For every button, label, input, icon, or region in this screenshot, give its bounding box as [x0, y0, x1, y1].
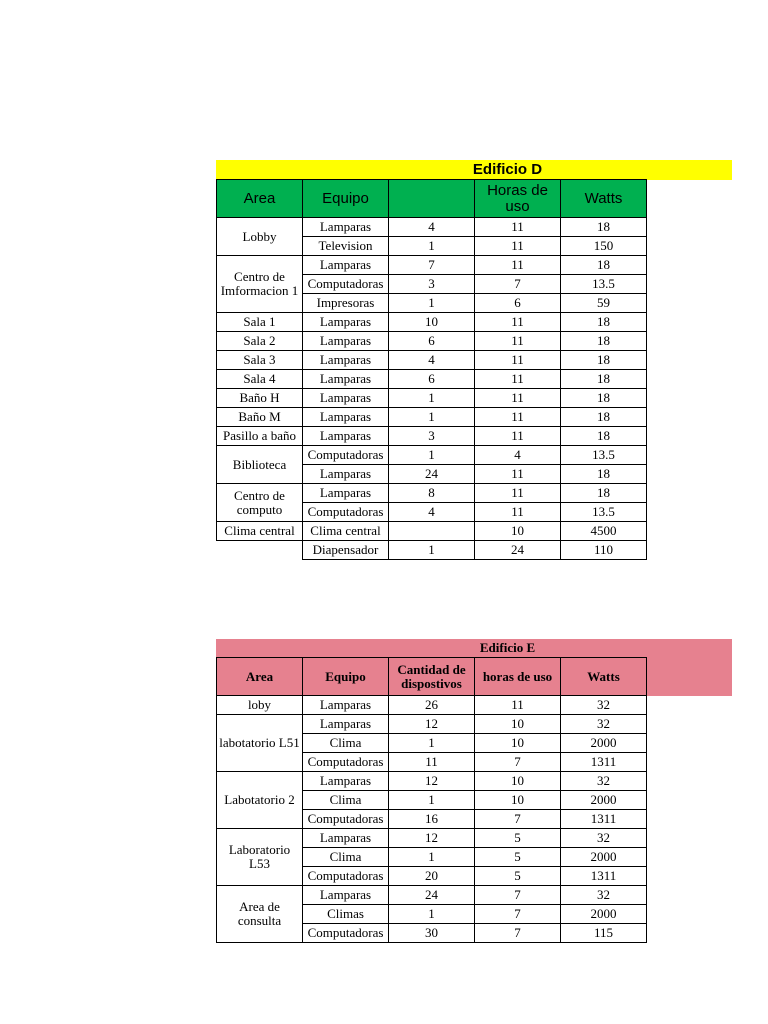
horas-cell: 10: [475, 522, 561, 541]
cantidad-cell: 4: [389, 218, 475, 237]
col-header-equipo: Equipo: [303, 180, 389, 218]
cantidad-cell: 1: [389, 294, 475, 313]
watts-cell: 18: [561, 256, 647, 275]
cantidad-cell: 16: [389, 810, 475, 829]
col-header-watts: Watts: [561, 180, 647, 218]
cantidad-cell: 8: [389, 484, 475, 503]
watts-cell: 2000: [561, 848, 647, 867]
cantidad-cell: 1: [389, 237, 475, 256]
cantidad-cell: 12: [389, 715, 475, 734]
horas-cell: 11: [475, 370, 561, 389]
cantidad-cell: 1: [389, 791, 475, 810]
equipo-cell: Computadoras: [303, 753, 389, 772]
watts-cell: 4500: [561, 522, 647, 541]
cantidad-cell: 11: [389, 753, 475, 772]
watts-cell: 32: [561, 829, 647, 848]
equipo-cell: Impresoras: [303, 294, 389, 313]
col-header-watts: Watts: [561, 658, 647, 696]
equipo-cell: Clima: [303, 734, 389, 753]
watts-cell: 18: [561, 389, 647, 408]
watts-cell: 13.5: [561, 446, 647, 465]
horas-cell: 7: [475, 886, 561, 905]
table-row: [217, 829, 647, 848]
cantidad-cell: 26: [389, 696, 475, 715]
table-row: [217, 886, 647, 905]
table-row: [217, 332, 647, 351]
watts-cell: 32: [561, 696, 647, 715]
watts-cell: 18: [561, 370, 647, 389]
watts-cell: 18: [561, 465, 647, 484]
area-cell: Centro de Imformacion 1: [217, 256, 303, 313]
area-cell: Centro de computo: [217, 484, 303, 522]
cantidad-cell: 6: [389, 332, 475, 351]
area-cell: Baño H: [217, 389, 303, 408]
horas-cell: 11: [475, 389, 561, 408]
area-cell: loby: [217, 696, 303, 715]
watts-cell: 115: [561, 924, 647, 943]
cantidad-cell: 6: [389, 370, 475, 389]
table-row: [217, 313, 647, 332]
horas-cell: 11: [475, 503, 561, 522]
cantidad-cell: 1: [389, 734, 475, 753]
watts-cell: 32: [561, 772, 647, 791]
cantidad-cell: 30: [389, 924, 475, 943]
equipo-cell: Lamparas: [303, 484, 389, 503]
equipo-cell: Lamparas: [303, 886, 389, 905]
watts-cell: 2000: [561, 734, 647, 753]
cantidad-cell: 3: [389, 275, 475, 294]
horas-cell: 6: [475, 294, 561, 313]
cantidad-cell: 4: [389, 351, 475, 370]
horas-cell: 11: [475, 313, 561, 332]
cantidad-cell: [389, 522, 475, 541]
cantidad-cell: 12: [389, 829, 475, 848]
equipo-cell: Lamparas: [303, 313, 389, 332]
area-cell: Sala 2: [217, 332, 303, 351]
col-header-horas: Horas de uso: [475, 180, 561, 218]
horas-cell: 5: [475, 848, 561, 867]
horas-cell: 11: [475, 408, 561, 427]
watts-cell: 18: [561, 427, 647, 446]
horas-cell: 4: [475, 446, 561, 465]
equipo-cell: Television: [303, 237, 389, 256]
area-cell: Area de consulta: [217, 886, 303, 943]
cantidad-cell: 1: [389, 541, 475, 560]
table-row: [217, 541, 647, 560]
watts-cell: 18: [561, 332, 647, 351]
table-row: [217, 370, 647, 389]
watts-cell: 1311: [561, 810, 647, 829]
equipo-cell: Computadoras: [303, 446, 389, 465]
area-cell: Labotatorio 2: [217, 772, 303, 829]
horas-cell: 11: [475, 465, 561, 484]
area-cell: Pasillo a baño: [217, 427, 303, 446]
col-header-area: Area: [217, 180, 303, 218]
watts-cell: 2000: [561, 791, 647, 810]
equipo-cell: Diapensador: [303, 541, 389, 560]
equipo-cell: Lamparas: [303, 829, 389, 848]
watts-cell: 13.5: [561, 503, 647, 522]
equipo-cell: Computadoras: [303, 924, 389, 943]
equipo-cell: Lamparas: [303, 465, 389, 484]
area-cell: Lobby: [217, 218, 303, 256]
edificio-d-table: [216, 160, 647, 560]
horas-cell: 10: [475, 791, 561, 810]
cantidad-cell: 24: [389, 465, 475, 484]
table-row: [217, 218, 647, 237]
cantidad-cell: 4: [389, 503, 475, 522]
horas-cell: 10: [475, 715, 561, 734]
horas-cell: 7: [475, 924, 561, 943]
equipo-cell: Computadoras: [303, 810, 389, 829]
horas-cell: 11: [475, 237, 561, 256]
area-cell: Sala 3: [217, 351, 303, 370]
watts-cell: 18: [561, 351, 647, 370]
area-cell: labotatorio L51: [217, 715, 303, 772]
cantidad-cell: 20: [389, 867, 475, 886]
area-cell: [217, 541, 303, 560]
horas-cell: 10: [475, 734, 561, 753]
equipo-cell: Clima: [303, 848, 389, 867]
equipo-cell: Computadoras: [303, 503, 389, 522]
watts-cell: 32: [561, 715, 647, 734]
horas-cell: 7: [475, 810, 561, 829]
watts-cell: 110: [561, 541, 647, 560]
watts-cell: 18: [561, 484, 647, 503]
table-row: [217, 772, 647, 791]
area-cell: Sala 1: [217, 313, 303, 332]
watts-cell: 32: [561, 886, 647, 905]
cantidad-cell: 24: [389, 886, 475, 905]
table-row: [217, 408, 647, 427]
horas-cell: 7: [475, 753, 561, 772]
cantidad-cell: 1: [389, 848, 475, 867]
equipo-cell: Lamparas: [303, 696, 389, 715]
horas-cell: 11: [475, 427, 561, 446]
horas-cell: 11: [475, 696, 561, 715]
cantidad-cell: 1: [389, 389, 475, 408]
equipo-cell: Lamparas: [303, 218, 389, 237]
equipo-cell: Lamparas: [303, 408, 389, 427]
col-header-cantidad: Cantidad de dispostivos: [389, 658, 475, 696]
cantidad-cell: 1: [389, 446, 475, 465]
watts-cell: 1311: [561, 753, 647, 772]
edificio-d-title: Edificio D: [217, 160, 647, 180]
equipo-cell: Lamparas: [303, 370, 389, 389]
horas-cell: 10: [475, 772, 561, 791]
cantidad-cell: 1: [389, 408, 475, 427]
table-row: [217, 484, 647, 503]
area-cell: Clima central: [217, 522, 303, 541]
cantidad-cell: 7: [389, 256, 475, 275]
equipo-cell: Computadoras: [303, 275, 389, 294]
horas-cell: 5: [475, 829, 561, 848]
cantidad-cell: 3: [389, 427, 475, 446]
equipo-cell: Climas: [303, 905, 389, 924]
edificio-e-table: [216, 639, 647, 943]
equipo-cell: Lamparas: [303, 351, 389, 370]
equipo-cell: Lamparas: [303, 772, 389, 791]
watts-cell: 1311: [561, 867, 647, 886]
equipo-cell: Lamparas: [303, 332, 389, 351]
equipo-cell: Clima central: [303, 522, 389, 541]
table-row: [217, 522, 647, 541]
col-header-equipo: Equipo: [303, 658, 389, 696]
table-row: [217, 696, 647, 715]
table-row: [217, 446, 647, 465]
equipo-cell: Lamparas: [303, 427, 389, 446]
col-header-area: Area: [217, 658, 303, 696]
equipo-cell: Clima: [303, 791, 389, 810]
edificio-e-section: [216, 639, 647, 943]
area-cell: Baño M: [217, 408, 303, 427]
horas-cell: 11: [475, 218, 561, 237]
watts-cell: 150: [561, 237, 647, 256]
horas-cell: 11: [475, 484, 561, 503]
horas-cell: 7: [475, 275, 561, 294]
horas-cell: 11: [475, 332, 561, 351]
horas-cell: 11: [475, 256, 561, 275]
horas-cell: 5: [475, 867, 561, 886]
edificio-d-section: [216, 160, 647, 560]
watts-cell: 59: [561, 294, 647, 313]
watts-cell: 2000: [561, 905, 647, 924]
table-row: [217, 389, 647, 408]
edificio-e-title: Edificio E: [217, 639, 647, 658]
horas-cell: 24: [475, 541, 561, 560]
watts-cell: 13.5: [561, 275, 647, 294]
area-cell: Sala 4: [217, 370, 303, 389]
equipo-cell: Lamparas: [303, 256, 389, 275]
equipo-cell: Computadoras: [303, 867, 389, 886]
col-header-horas: horas de uso: [475, 658, 561, 696]
cantidad-cell: 10: [389, 313, 475, 332]
horas-cell: 11: [475, 351, 561, 370]
area-cell: Laboratorio L53: [217, 829, 303, 886]
cantidad-cell: 1: [389, 905, 475, 924]
table-row: [217, 427, 647, 446]
table-row: [217, 256, 647, 275]
equipo-cell: Lamparas: [303, 715, 389, 734]
watts-cell: 18: [561, 313, 647, 332]
table-row: [217, 351, 647, 370]
equipo-cell: Lamparas: [303, 389, 389, 408]
cantidad-cell: 12: [389, 772, 475, 791]
col-header-cantidad: [389, 180, 475, 218]
watts-cell: 18: [561, 408, 647, 427]
watts-cell: 18: [561, 218, 647, 237]
area-cell: Biblioteca: [217, 446, 303, 484]
table-row: [217, 715, 647, 734]
horas-cell: 7: [475, 905, 561, 924]
